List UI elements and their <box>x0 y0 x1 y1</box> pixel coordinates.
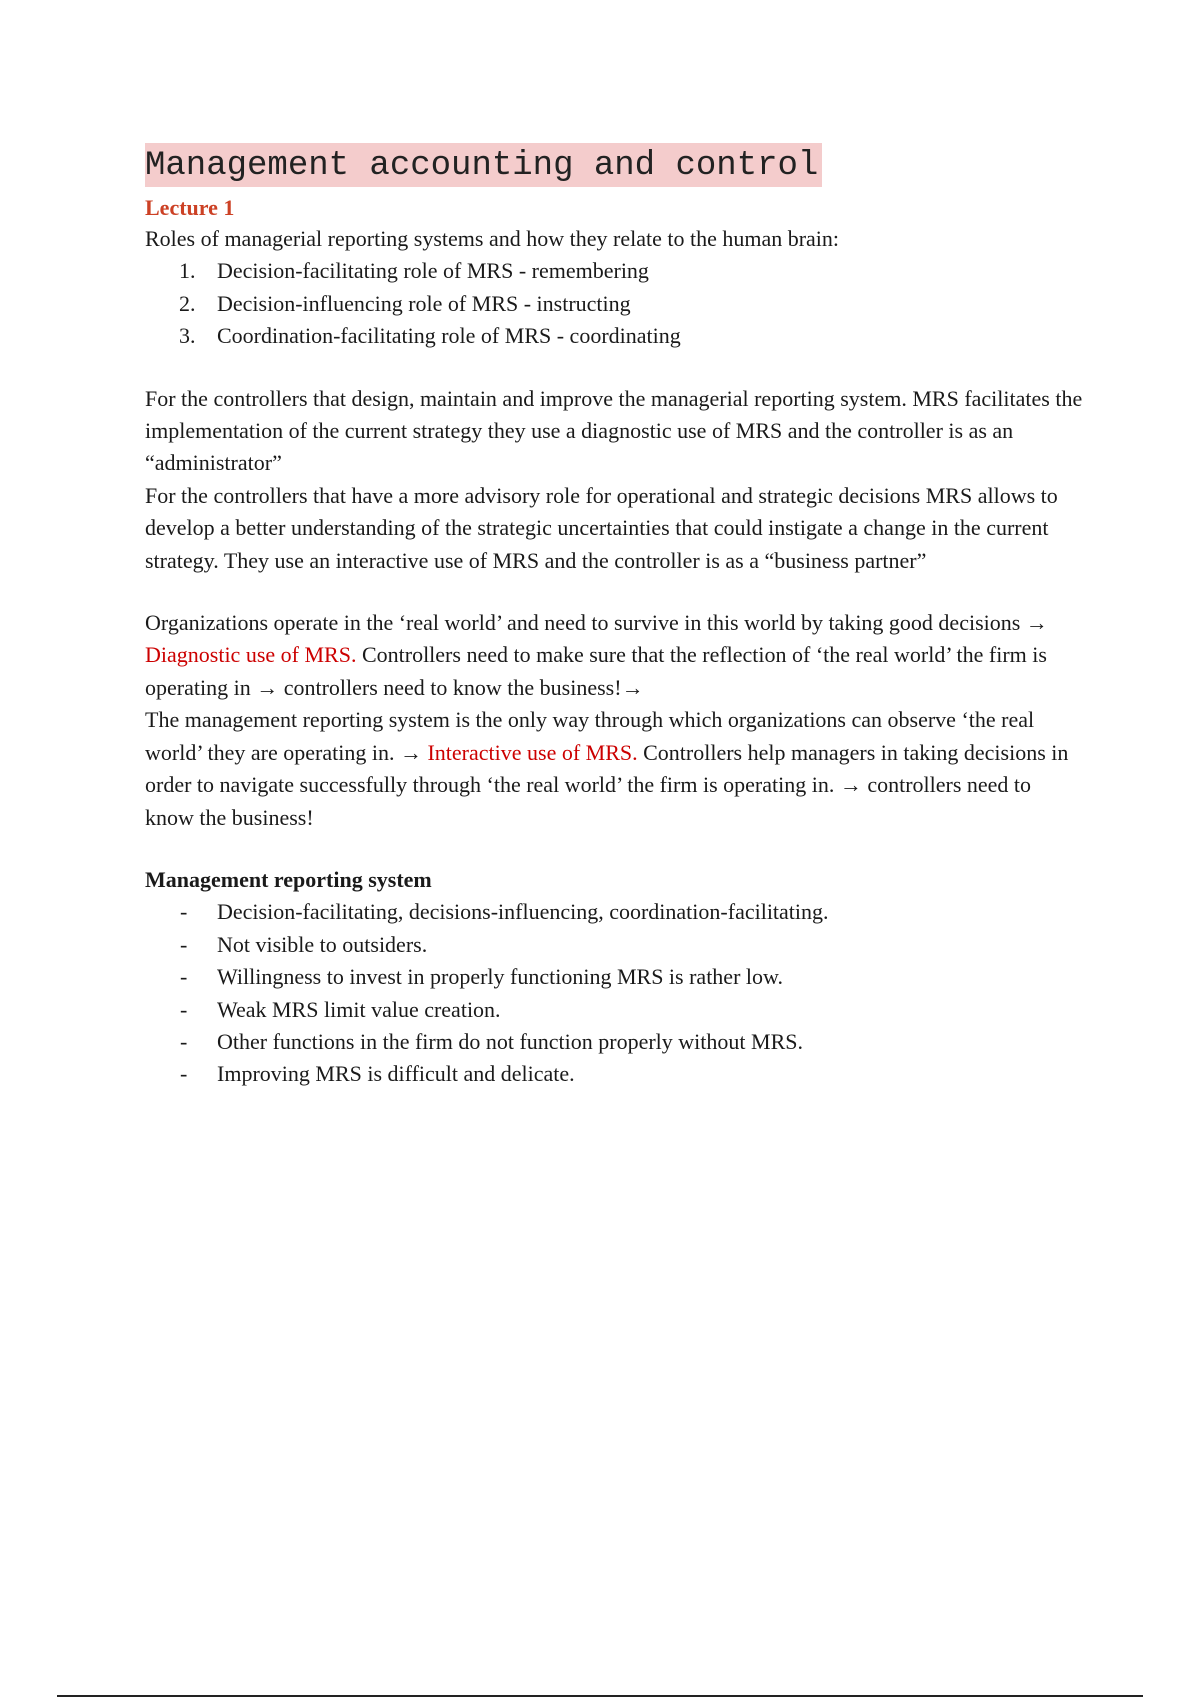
paragraph-business-partner: For the controllers that have a more advisory role for operational and strategic decisions MRS allows to develop a better understanding of the strategic uncertainties that could instigate a change in the current strategy. They use an interactive use of MRS and the controller is as a “business partner” <box>145 482 1058 573</box>
list-item <box>145 288 1085 320</box>
mrs-heading: Management reporting system <box>145 866 432 892</box>
footer-divider <box>57 1695 1143 1697</box>
list-item <box>145 320 1085 352</box>
diagnostic-use-highlight: Diagnostic use of MRS. <box>145 642 357 668</box>
list-item <box>145 255 1085 287</box>
document-page <box>145 143 1085 1091</box>
intro-text: Roles of managerial reporting systems and how they relate to the human brain: <box>145 226 840 251</box>
paragraph-interactive: The management reporting system is the only way through which organizations can observe ‘the real world’ they are operating in. → Interactive use of MRS. Controllers help managers in taking decisions in order to navigate successfully through ‘the real world’ the firm is operating in. → controllers need to know the business! <box>145 707 1069 830</box>
lecture-heading: Lecture 1 <box>145 195 235 220</box>
list-number: 3. <box>179 323 196 349</box>
list-number: 1. <box>179 258 196 284</box>
interactive-use-highlight: Interactive use of MRS. <box>427 739 638 765</box>
page-title: Management accounting and control <box>145 147 819 185</box>
list-item: - Improving MRS is difficult and delicate. <box>180 1061 575 1087</box>
list-number: 2. <box>179 290 196 316</box>
list-item: - Weak MRS limit value creation. <box>180 996 501 1022</box>
mrs-list <box>145 896 1085 1090</box>
list-item: - Not visible to outsiders. <box>180 931 428 957</box>
list-item-text: Decision-influencing role of MRS - instructing <box>217 290 631 316</box>
title-highlight <box>145 143 822 187</box>
paragraph-administrator: For the controllers that design, maintain and improve the managerial reporting system. MRS facilitates the implementation of the current strategy they use a diagnostic use of MRS and the controller is as an “administrator” <box>145 385 1083 476</box>
roles-list <box>145 255 1085 352</box>
list-item-text: Decision-facilitating role of MRS - remembering <box>217 258 649 284</box>
list-item: - Other functions in the firm do not function properly without MRS. <box>180 1028 803 1054</box>
list-item: - Decision-facilitating, decisions-influencing, coordination-facilitating. <box>180 899 829 925</box>
list-item: - Willingness to invest in properly functioning MRS is rather low. <box>180 964 783 990</box>
list-item-text: Coordination-facilitating role of MRS - coordinating <box>217 323 681 349</box>
paragraph-diagnostic: Organizations operate in the ‘real world’ and need to survive in this world by taking good decisions → Diagnostic use of MRS. Controllers need to make sure that the reflection of ‘the real world’ the firm is operating in → controllers need to know the business!→ <box>145 610 1048 700</box>
